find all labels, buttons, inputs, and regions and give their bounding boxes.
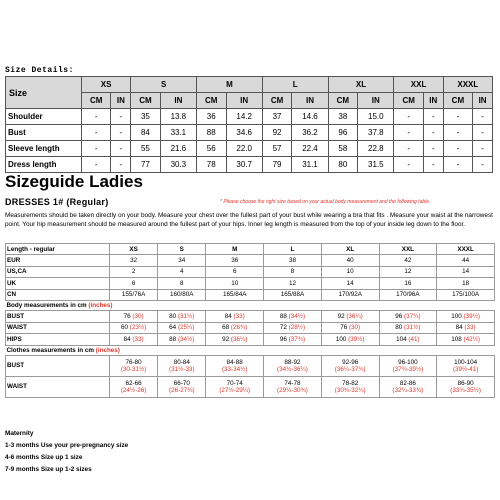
table-cell: - xyxy=(82,125,111,141)
table-cell xyxy=(264,355,322,376)
table-cell: 12 xyxy=(264,278,322,290)
table-cell: 14.6 xyxy=(292,109,328,125)
table-cell: 10 xyxy=(321,266,379,278)
cm-value: 84 xyxy=(224,312,232,320)
size-note: * Please choose the right size based on your actual body measurement and the following table. xyxy=(220,199,431,205)
table-cell: 57 xyxy=(262,141,291,157)
cm-value: 92-96 xyxy=(342,358,359,366)
table-cell xyxy=(321,322,379,334)
unit-cm: CM xyxy=(328,93,357,109)
inch-value: (39½) xyxy=(348,335,365,343)
size-xl-header: XL xyxy=(328,77,394,93)
inch-value: (33¾-35½) xyxy=(450,386,482,394)
inch-value: (36¼) xyxy=(346,312,363,320)
size-xs-header: XS xyxy=(82,77,131,93)
cm-value: 76-80 xyxy=(125,358,142,366)
cm-value: 100-104 xyxy=(454,358,478,366)
maternity-row: 4-6 months Size up 1 size xyxy=(5,454,83,461)
guide-size-header: M xyxy=(206,244,264,255)
inch-value: (34½) xyxy=(177,335,195,343)
table-cell: 44 xyxy=(437,255,495,267)
inch-value: (30) xyxy=(348,324,361,332)
table-cell: 55 xyxy=(131,141,160,157)
table-cell xyxy=(158,322,206,334)
size-guide-table xyxy=(5,243,495,398)
guide-size-header: XS xyxy=(110,244,158,255)
inch-value: (24½-26) xyxy=(120,386,147,394)
inch-value: (27½-29¼) xyxy=(219,386,251,394)
table-cell: - xyxy=(394,157,423,173)
table-cell xyxy=(321,376,379,397)
table-cell: 170/92A xyxy=(321,289,379,301)
table-cell: - xyxy=(473,157,493,173)
table-cell: - xyxy=(423,109,443,125)
inch-value: (32¼-33¾) xyxy=(392,386,424,394)
cm-value: 84-88 xyxy=(226,358,243,366)
guide-size-header: XXXL xyxy=(437,244,495,255)
table-cell: 22.4 xyxy=(292,141,328,157)
measurement-row xyxy=(6,334,495,346)
table-cell: 92 xyxy=(262,125,291,141)
inch-value: (26-27¾) xyxy=(169,386,195,394)
clothes-measurements-header xyxy=(6,345,495,355)
inch-value: (33) xyxy=(233,312,245,320)
table-cell xyxy=(437,334,495,346)
unit-in: IN xyxy=(160,93,196,109)
cm-value: 96 xyxy=(279,335,287,343)
table-cell: 14 xyxy=(321,278,379,290)
table-cell: 21.6 xyxy=(160,141,196,157)
inch-value: (39½) xyxy=(463,312,480,320)
unit-in: IN xyxy=(473,93,493,109)
guide-header-row xyxy=(6,244,495,255)
table-cell: 155/76A xyxy=(110,289,158,301)
page-title: Sizeguide Ladies xyxy=(5,172,143,191)
section-label xyxy=(6,345,495,355)
table-cell xyxy=(437,355,495,376)
table-cell: 32 xyxy=(110,255,158,267)
cm-value: 66-70 xyxy=(173,379,190,387)
cm-value: 62-66 xyxy=(125,379,142,387)
table-cell xyxy=(110,311,158,323)
cm-value: 80-84 xyxy=(173,358,190,366)
inch-value: (36¼-37¾) xyxy=(334,365,366,373)
guide-size-header: S xyxy=(158,244,206,255)
section-unit: (inches) xyxy=(95,346,120,354)
table-cell: 56 xyxy=(197,141,226,157)
cm-value: 84 xyxy=(455,324,463,332)
cm-value: 68 xyxy=(222,324,230,332)
measurement-row xyxy=(6,311,495,323)
row-label: BUST xyxy=(6,311,110,323)
inch-value: (34½) xyxy=(288,312,306,320)
cm-value: 86-90 xyxy=(457,379,474,387)
unit-in: IN xyxy=(111,93,131,109)
unit-in: IN xyxy=(358,93,394,109)
guide-region-row xyxy=(6,266,495,278)
table-cell: - xyxy=(443,109,472,125)
table-cell xyxy=(158,355,206,376)
unit-cm: CM xyxy=(394,93,423,109)
table-cell xyxy=(206,334,264,346)
table-cell xyxy=(158,334,206,346)
size-xxl-header: XXL xyxy=(394,77,443,93)
inch-value: (30-31½) xyxy=(120,365,147,373)
table-cell: 31.5 xyxy=(358,157,394,173)
maternity-title: Maternity xyxy=(5,430,34,437)
table-cell: 16 xyxy=(379,278,437,290)
inch-value: (39½-41) xyxy=(452,365,479,373)
unit-cm: CM xyxy=(443,93,472,109)
inch-value: (42½) xyxy=(463,335,480,343)
table-cell: 14 xyxy=(437,266,495,278)
table-cell: - xyxy=(473,109,493,125)
table-cell: - xyxy=(111,157,131,173)
table-cell xyxy=(110,376,158,397)
cm-value: 100 xyxy=(451,312,462,320)
table-cell: 80 xyxy=(328,157,357,173)
table-cell: - xyxy=(82,157,111,173)
table-cell xyxy=(379,311,437,323)
table-cell xyxy=(206,376,264,397)
table-cell: 33.1 xyxy=(160,125,196,141)
cm-value: 92 xyxy=(222,335,230,343)
unit-in: IN xyxy=(423,93,443,109)
table-cell: 8 xyxy=(264,266,322,278)
table-cell xyxy=(206,322,264,334)
guide-region-row xyxy=(6,289,495,301)
guide-size-header: XL xyxy=(321,244,379,255)
inch-value: (37¾-39½) xyxy=(392,365,424,373)
size-details-label: Size Details: xyxy=(5,66,74,75)
table-cell: 165/84A xyxy=(206,289,264,301)
guide-region-row xyxy=(6,255,495,267)
unit-cm: CM xyxy=(82,93,111,109)
cm-value: 88-92 xyxy=(284,358,301,366)
row-label: Bust xyxy=(6,125,82,141)
table-cell xyxy=(264,322,322,334)
table-cell: - xyxy=(423,125,443,141)
inch-value: (29¼-30¾) xyxy=(277,386,308,394)
table-cell xyxy=(206,355,264,376)
inch-value: (37¾) xyxy=(288,335,306,343)
row-label: BUST xyxy=(6,355,110,376)
table-cell: 84 xyxy=(131,125,160,141)
cm-value: 104 xyxy=(396,335,407,343)
size-guide-body xyxy=(6,244,495,398)
measurement-row xyxy=(6,355,495,376)
maternity-block xyxy=(5,428,128,476)
table-cell: 37.8 xyxy=(358,125,394,141)
inch-value: (33-34½) xyxy=(221,365,248,373)
size-detail-row xyxy=(6,125,493,141)
row-label: EUR xyxy=(6,255,110,267)
cm-value: 80 xyxy=(169,312,177,320)
table-cell xyxy=(110,334,158,346)
cm-value: 92 xyxy=(337,312,345,320)
cm-value: 96 xyxy=(395,312,403,320)
table-cell: 8 xyxy=(158,278,206,290)
inch-value: (26¾) xyxy=(230,324,248,332)
table-cell: - xyxy=(473,125,493,141)
table-cell xyxy=(158,311,206,323)
table-cell xyxy=(206,311,264,323)
table-cell: - xyxy=(394,141,423,157)
cm-value: 64 xyxy=(169,324,177,332)
table-cell xyxy=(379,334,437,346)
table-cell xyxy=(264,376,322,397)
table-cell: - xyxy=(394,109,423,125)
row-label: Shoulder xyxy=(6,109,82,125)
size-l-header: L xyxy=(262,77,328,93)
inch-value: (31½) xyxy=(177,312,195,320)
cm-value: 82-86 xyxy=(399,379,416,387)
inch-value: (31½) xyxy=(404,324,421,332)
table-cell xyxy=(437,311,495,323)
table-cell xyxy=(437,322,495,334)
table-cell: 18 xyxy=(437,278,495,290)
table-cell: 36 xyxy=(206,255,264,267)
cm-value: 72 xyxy=(279,324,287,332)
table-cell: 79 xyxy=(262,157,291,173)
table-cell xyxy=(321,311,379,323)
row-label: WAIST xyxy=(6,322,110,334)
table-cell: 22.0 xyxy=(226,141,262,157)
body-measurements-header xyxy=(6,301,495,311)
size-xxxl-header: XXXL xyxy=(443,77,492,93)
size-detail-row xyxy=(6,141,493,157)
maternity-row: 1-3 months Use your pre-pregnancy size xyxy=(5,442,129,449)
table-cell: 15.0 xyxy=(358,109,394,125)
guide-size-header: L xyxy=(264,244,322,255)
size-detail-row xyxy=(6,157,493,173)
cm-value: 100 xyxy=(335,335,347,343)
row-label: US,CA xyxy=(6,266,110,278)
inch-value: (25¼) xyxy=(177,324,195,332)
table-cell: 10 xyxy=(206,278,264,290)
measurement-row xyxy=(6,376,495,397)
table-cell: 6 xyxy=(206,266,264,278)
table-cell: 38 xyxy=(328,109,357,125)
table-cell: 37 xyxy=(262,109,291,125)
table-cell: 40 xyxy=(321,255,379,267)
table-cell: - xyxy=(111,141,131,157)
table-cell xyxy=(264,334,322,346)
table-cell: 6 xyxy=(110,278,158,290)
unit-in: IN xyxy=(226,93,262,109)
table-cell: 165/88A xyxy=(264,289,322,301)
table-cell: - xyxy=(443,141,472,157)
table-cell: - xyxy=(111,109,131,125)
size-header-row xyxy=(6,77,493,93)
table-cell: 175/100A xyxy=(437,289,495,301)
unit-cm: CM xyxy=(197,93,226,109)
table-cell xyxy=(264,311,322,323)
row-label: Dress length xyxy=(6,157,82,173)
cm-value: 76 xyxy=(123,312,131,320)
table-cell: 77 xyxy=(131,157,160,173)
cm-value: 88 xyxy=(279,312,287,320)
table-cell: 88 xyxy=(197,125,226,141)
table-cell: 42 xyxy=(379,255,437,267)
cm-value: 74-78 xyxy=(284,379,301,387)
measurement-row xyxy=(6,322,495,334)
section-text: Body measurements in cm xyxy=(6,302,89,309)
table-cell: 31.1 xyxy=(292,157,328,173)
table-cell: 170/96A xyxy=(379,289,437,301)
table-cell: - xyxy=(82,141,111,157)
inch-value: (30) xyxy=(132,312,144,320)
table-cell xyxy=(379,322,437,334)
guide-size-header: XXL xyxy=(379,244,437,255)
table-cell: - xyxy=(473,141,493,157)
inch-value: (23½) xyxy=(129,324,147,332)
unit-in: IN xyxy=(292,93,328,109)
table-cell xyxy=(158,376,206,397)
table-cell xyxy=(110,355,158,376)
table-cell: 36 xyxy=(197,109,226,125)
row-label: HIPS xyxy=(6,334,110,346)
table-cell: - xyxy=(111,125,131,141)
table-cell: - xyxy=(443,157,472,173)
table-cell: - xyxy=(423,141,443,157)
table-cell: - xyxy=(423,157,443,173)
cm-value: 76 xyxy=(340,324,348,332)
table-cell xyxy=(437,376,495,397)
inch-value: (34½-36¼) xyxy=(277,365,308,373)
table-cell: 34 xyxy=(158,255,206,267)
measurement-description: Measurements should be taken directly on your body. Measure your chest over the fullest part of your bust while wearing a bra that fits . Measure your waist at the narrowest point. Your hip measurement should be measured around the fullest part of your hips. Inner leg length is measured from the top of your inside leg down to the floor. xyxy=(5,212,493,228)
cm-value: 60 xyxy=(120,324,128,332)
size-details-table xyxy=(5,76,493,173)
table-cell: 96 xyxy=(328,125,357,141)
inch-value: (37¾) xyxy=(404,312,421,320)
row-label: UK xyxy=(6,278,110,290)
unit-cm: CM xyxy=(131,93,160,109)
table-cell xyxy=(379,376,437,397)
table-cell xyxy=(321,355,379,376)
cm-value: 78-82 xyxy=(342,379,359,387)
inch-value: (30¾-32¼) xyxy=(334,386,366,394)
table-cell: 78 xyxy=(197,157,226,173)
table-cell xyxy=(110,322,158,334)
section-unit: (inches) xyxy=(88,302,113,309)
section-text: Clothes measurements in cm xyxy=(6,346,96,354)
size-details-body xyxy=(6,109,493,173)
row-label: CN xyxy=(6,289,110,301)
table-cell: 160/80A xyxy=(158,289,206,301)
cm-value: 80 xyxy=(395,324,403,332)
table-cell xyxy=(379,355,437,376)
unit-cm: CM xyxy=(262,93,291,109)
inch-value: (36¼) xyxy=(230,335,248,343)
table-cell: 2 xyxy=(110,266,158,278)
dress-subtitle: DRESSES 1# (Regular) xyxy=(5,197,109,207)
maternity-row: 7-9 months Size up 1-2 sizes xyxy=(5,466,92,473)
inch-value: (33) xyxy=(464,324,476,332)
row-label: WAIST xyxy=(6,376,110,397)
table-cell: 22.8 xyxy=(358,141,394,157)
table-cell: - xyxy=(443,125,472,141)
table-cell: 4 xyxy=(158,266,206,278)
size-detail-row xyxy=(6,109,493,125)
cm-value: 88 xyxy=(169,335,177,343)
cm-value: 96-100 xyxy=(398,358,418,366)
inch-value: (33) xyxy=(132,335,144,343)
table-cell: 14.2 xyxy=(226,109,262,125)
table-cell: - xyxy=(82,109,111,125)
table-cell: 38 xyxy=(264,255,322,267)
table-cell: - xyxy=(394,125,423,141)
row-label: Sleeve length xyxy=(6,141,82,157)
size-m-header: M xyxy=(197,77,263,93)
guide-region-row xyxy=(6,278,495,290)
inch-value: (41) xyxy=(408,335,420,343)
cm-value: 70-74 xyxy=(226,379,243,387)
table-cell: 34.6 xyxy=(226,125,262,141)
table-cell: 58 xyxy=(328,141,357,157)
table-cell: 30.3 xyxy=(160,157,196,173)
cm-value: 108 xyxy=(451,335,462,343)
table-cell xyxy=(321,334,379,346)
cm-value: 84 xyxy=(123,335,131,343)
table-cell: 30.7 xyxy=(226,157,262,173)
guide-header-label: Length - regular xyxy=(6,244,110,255)
table-cell: 12 xyxy=(379,266,437,278)
size-header-cell: Size xyxy=(6,77,82,109)
inch-value: (28½) xyxy=(288,324,306,332)
inch-value: (31½-33) xyxy=(169,365,195,373)
section-label xyxy=(6,301,495,311)
table-cell: 36.2 xyxy=(292,125,328,141)
table-cell: 35 xyxy=(131,109,160,125)
size-s-header: S xyxy=(131,77,197,93)
table-cell: 13.8 xyxy=(160,109,196,125)
